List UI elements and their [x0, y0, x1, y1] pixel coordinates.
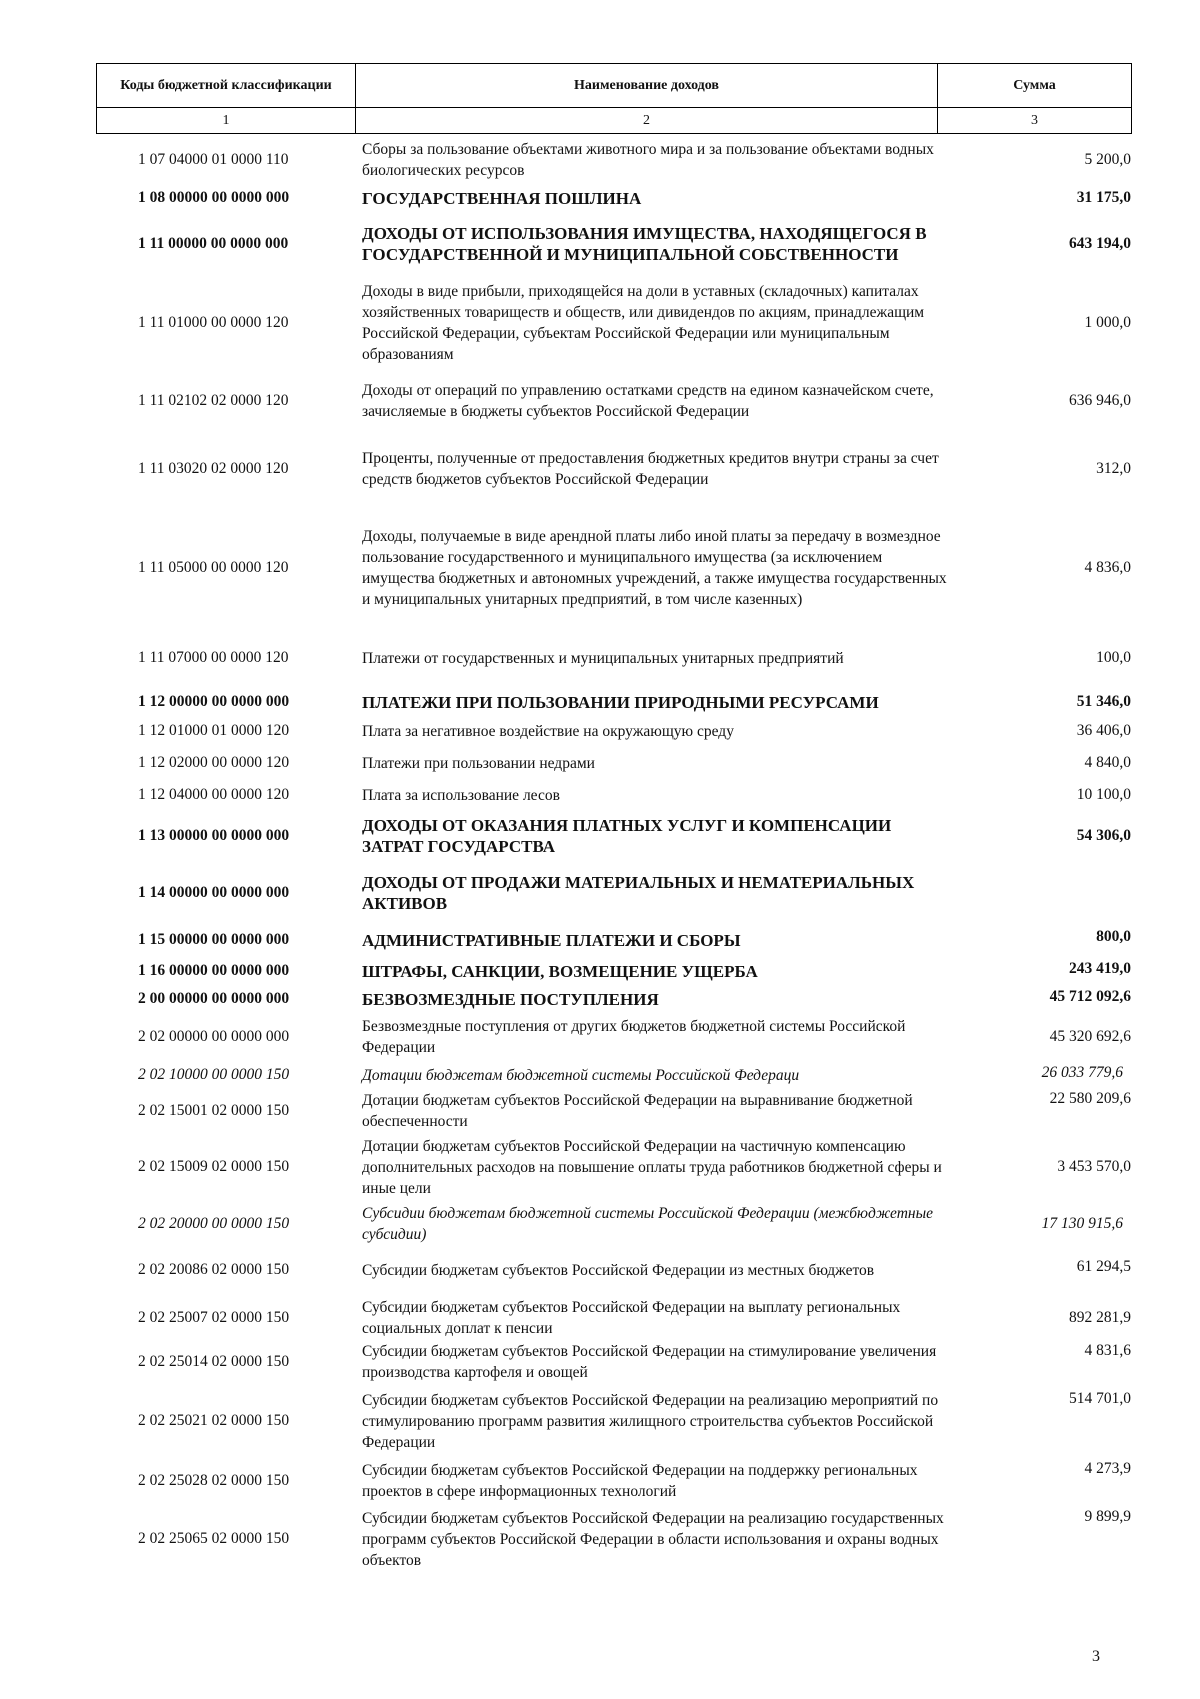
row-code: 2 00 00000 00 0000 000 [138, 990, 290, 1007]
table-row [0, 926, 1200, 954]
table-row [0, 184, 1200, 212]
row-amount: 3 453 570,0 [1057, 1158, 1131, 1175]
row-code: 2 02 00000 00 0000 000 [138, 1028, 290, 1045]
table-row [0, 279, 1200, 367]
row-name: БЕЗВОЗМЕЗДНЫЕ ПОСТУПЛЕНИЯ [362, 989, 659, 1009]
table-header [96, 63, 1132, 134]
row-name: Субсидии бюджетам субъектов Российской Федерации на реализацию мероприятий по стимулированию программ развития жилищного строительства субъектов Российской Федерации [362, 1391, 939, 1451]
row-amount: 26 033 779,6 [1041, 1064, 1123, 1081]
table-row [0, 870, 1200, 916]
row-name: Субсидии бюджетам субъектов Российской Федерации на реализацию государственных программ субъектов Российской Федерации в области использования и охраны водных объектов [362, 1509, 944, 1569]
table-row [0, 1256, 1200, 1284]
table-row [0, 1295, 1200, 1341]
row-code: 2 02 20000 00 0000 150 [138, 1215, 290, 1232]
header-codes-number: 1 [222, 113, 230, 128]
row-code: 1 11 01000 00 0000 120 [138, 314, 289, 331]
row-amount: 243 419,0 [1069, 960, 1131, 977]
row-amount [960, 870, 1131, 916]
row-name: ГОСУДАРСТВЕННАЯ ПОШЛИНА [362, 188, 642, 208]
row-amount: 643 194,0 [1069, 235, 1131, 252]
table-row [0, 1200, 1200, 1248]
row-name: Субсидии бюджетам субъектов Российской Федерации на стимулирование увеличения производства картофеля и овощей [362, 1343, 937, 1381]
header-name-number: 2 [643, 113, 650, 128]
page-number: 3 [1092, 1648, 1100, 1665]
row-code: 1 12 00000 00 0000 000 [138, 693, 290, 710]
row-name: Доходы в виде прибыли, приходящейся на доли в уставных (складочных) капиталах хозяйственных товариществ и обществ, или дивидендов по акциям, принадлежащим Российской Федерации, субъектам Российской Федерации или муниципальным образованиям [362, 283, 925, 363]
row-code: 1 11 05000 00 0000 120 [138, 559, 289, 576]
row-name: Платежи от государственных и муниципальных унитарных предприятий [362, 649, 844, 667]
row-name: Плата за негативное воздействие на окружающую среду [362, 722, 734, 740]
table-row [0, 221, 1200, 267]
row-name: Платежи при пользовании недрами [362, 754, 595, 772]
row-amount: 892 281,9 [1069, 1309, 1131, 1326]
table-row [0, 958, 1200, 984]
row-name: Доходы, получаемые в виде арендной платы либо иной платы за передачу в возмездное пользование государственного и муниципального имущества (за исключением имущества бюджетных и автономных учреждений, а также имущества государственных и муниципальных унитарных предприятий, в том числе казенных) [362, 528, 947, 608]
row-amount: 54 306,0 [1076, 827, 1131, 844]
table-row [0, 813, 1200, 859]
row-name: ПЛАТЕЖИ ПРИ ПОЛЬЗОВАНИИ ПРИРОДНЫМИ РЕСУРСАМИ [362, 692, 879, 712]
table-row [0, 1088, 1200, 1134]
row-code: 1 11 00000 00 0000 000 [138, 235, 289, 252]
row-name: ДОХОДЫ ОТ ОКАЗАНИЯ ПЛАТНЫХ УСЛУГ И КОМПЕНСАЦИИ ЗАТРАТ ГОСУДАРСТВА [362, 816, 892, 856]
row-amount: 10 100,0 [1076, 786, 1131, 803]
table-row [0, 1014, 1200, 1060]
table-row [0, 689, 1200, 715]
row-amount: 100,0 [1096, 649, 1131, 666]
row-name: АДМИНИСТРАТИВНЫЕ ПЛАТЕЖИ И СБОРЫ [362, 930, 741, 950]
header-name-label: Наименование доходов [356, 64, 937, 108]
table-row [0, 986, 1200, 1012]
row-amount: 61 294,5 [1076, 1258, 1131, 1275]
row-amount: 312,0 [1096, 460, 1131, 477]
header-codes-label: Коды бюджетной классификации [97, 64, 355, 108]
row-code: 1 08 00000 00 0000 000 [138, 189, 290, 206]
row-code: 2 02 25007 02 0000 150 [138, 1309, 290, 1326]
header-col-codes [97, 64, 356, 134]
table-row [0, 446, 1200, 492]
row-code: 1 07 04000 01 0000 110 [138, 151, 289, 168]
header-col-sum [938, 64, 1131, 134]
row-code: 2 02 25021 02 0000 150 [138, 1412, 290, 1429]
row-name: ШТРАФЫ, САНКЦИИ, ВОЗМЕЩЕНИЕ УЩЕРБА [362, 961, 758, 981]
row-name: Плата за использование лесов [362, 786, 560, 804]
row-name: Проценты, полученные от предоставления бюджетных кредитов внутри страны за счет средств бюджетов субъектов Российской Федерации [362, 450, 939, 488]
row-code: 1 12 04000 00 0000 120 [138, 786, 290, 803]
row-code: 2 02 25014 02 0000 150 [138, 1353, 290, 1370]
row-name: Безвозмездные поступления от других бюджетов бюджетной системы Российской Федерации [362, 1018, 906, 1056]
row-code: 1 14 00000 00 0000 000 [138, 884, 290, 901]
row-code: 2 02 15009 02 0000 150 [138, 1158, 290, 1175]
row-code: 2 02 25028 02 0000 150 [138, 1472, 290, 1489]
row-amount: 5 200,0 [1084, 151, 1131, 168]
table-row [0, 782, 1200, 808]
row-amount: 1 000,0 [1084, 314, 1131, 331]
row-amount: 4 831,6 [1084, 1342, 1131, 1359]
header-col-name [356, 64, 938, 134]
row-name: Субсидии бюджетам субъектов Российской Федерации на выплату региональных социальных доплат к пенсии [362, 1299, 901, 1337]
row-name: Субсидии бюджетам субъектов Российской Федерации из местных бюджетов [362, 1261, 875, 1279]
table-row [0, 138, 1200, 182]
row-name: Сборы за пользование объектами животного мира и за пользование объектами водных биологических ресурсов [362, 141, 934, 179]
row-code: 1 16 00000 00 0000 000 [138, 962, 290, 979]
row-name: Дотации бюджетам бюджетной системы Российской Федераци [362, 1066, 800, 1084]
row-code: 1 13 00000 00 0000 000 [138, 827, 290, 844]
table-row [0, 378, 1200, 424]
row-amount: 4 273,9 [1084, 1460, 1131, 1477]
row-code: 2 02 20086 02 0000 150 [138, 1261, 290, 1278]
table-row [0, 750, 1200, 776]
row-amount: 22 580 209,6 [1049, 1090, 1131, 1107]
row-name: ДОХОДЫ ОТ ИСПОЛЬЗОВАНИЯ ИМУЩЕСТВА, НАХОДЯЩЕГОСЯ В ГОСУДАРСТВЕННОЙ И МУНИЦИПАЛЬНОЙ СОБСТВЕННОСТИ [362, 224, 927, 264]
row-amount: 17 130 915,6 [1041, 1215, 1123, 1232]
row-code: 2 02 10000 00 0000 150 [138, 1066, 290, 1083]
row-code: 1 11 02102 02 0000 120 [138, 392, 289, 409]
table-row [0, 1062, 1200, 1088]
row-name: Дотации бюджетам субъектов Российской Федерации на частичную компенсацию дополнительных расходов на повышение оплаты труда работников бюджетной сферы и иные цели [362, 1137, 942, 1197]
row-amount: 36 406,0 [1076, 722, 1131, 739]
row-amount: 800,0 [1096, 928, 1131, 945]
table-row [0, 514, 1200, 622]
row-amount: 45 712 092,6 [1049, 988, 1131, 1005]
row-amount: 514 701,0 [1069, 1390, 1131, 1407]
header-sum-label: Сумма [938, 64, 1131, 108]
row-code: 1 12 01000 01 0000 120 [138, 722, 290, 739]
row-amount: 636 946,0 [1069, 392, 1131, 409]
row-code: 1 12 02000 00 0000 120 [138, 754, 290, 771]
row-amount: 51 346,0 [1076, 693, 1131, 710]
row-code: 1 11 03020 02 0000 120 [138, 460, 289, 477]
row-code: 2 02 25065 02 0000 150 [138, 1530, 290, 1547]
row-amount: 31 175,0 [1076, 189, 1131, 206]
table-row [0, 1340, 1200, 1384]
row-amount: 4 836,0 [1084, 559, 1131, 576]
header-sum-number: 3 [1031, 113, 1038, 128]
row-name: ДОХОДЫ ОТ ПРОДАЖИ МАТЕРИАЛЬНЫХ И НЕМАТЕРИАЛЬНЫХ АКТИВОВ [362, 873, 915, 913]
row-amount: 9 899,9 [1084, 1508, 1131, 1525]
table-row [0, 1388, 1200, 1454]
table-row [0, 1134, 1200, 1200]
row-code: 1 15 00000 00 0000 000 [138, 931, 290, 948]
table-row [0, 718, 1200, 744]
row-name: Дотации бюджетам субъектов Российской Федерации на выравнивание бюджетной обеспеченности [362, 1092, 913, 1130]
row-name: Субсидии бюджетам бюджетной системы Российской Федерации (межбюджетные субсидии) [362, 1205, 933, 1243]
row-name: Доходы от операций по управлению остатками средств на едином казначейском счете, зачисляемые в бюджеты субъектов Российской Федерации [362, 382, 934, 420]
table-row [0, 1458, 1200, 1504]
row-amount: 4 840,0 [1084, 754, 1131, 771]
row-code: 1 11 07000 00 0000 120 [138, 649, 289, 666]
table-row [0, 646, 1200, 670]
row-code: 2 02 15001 02 0000 150 [138, 1102, 290, 1119]
row-name: Субсидии бюджетам субъектов Российской Федерации на поддержку региональных проектов в сфере информационных технологий [362, 1462, 918, 1500]
row-amount: 45 320 692,6 [1049, 1028, 1131, 1045]
table-row [0, 1506, 1200, 1572]
